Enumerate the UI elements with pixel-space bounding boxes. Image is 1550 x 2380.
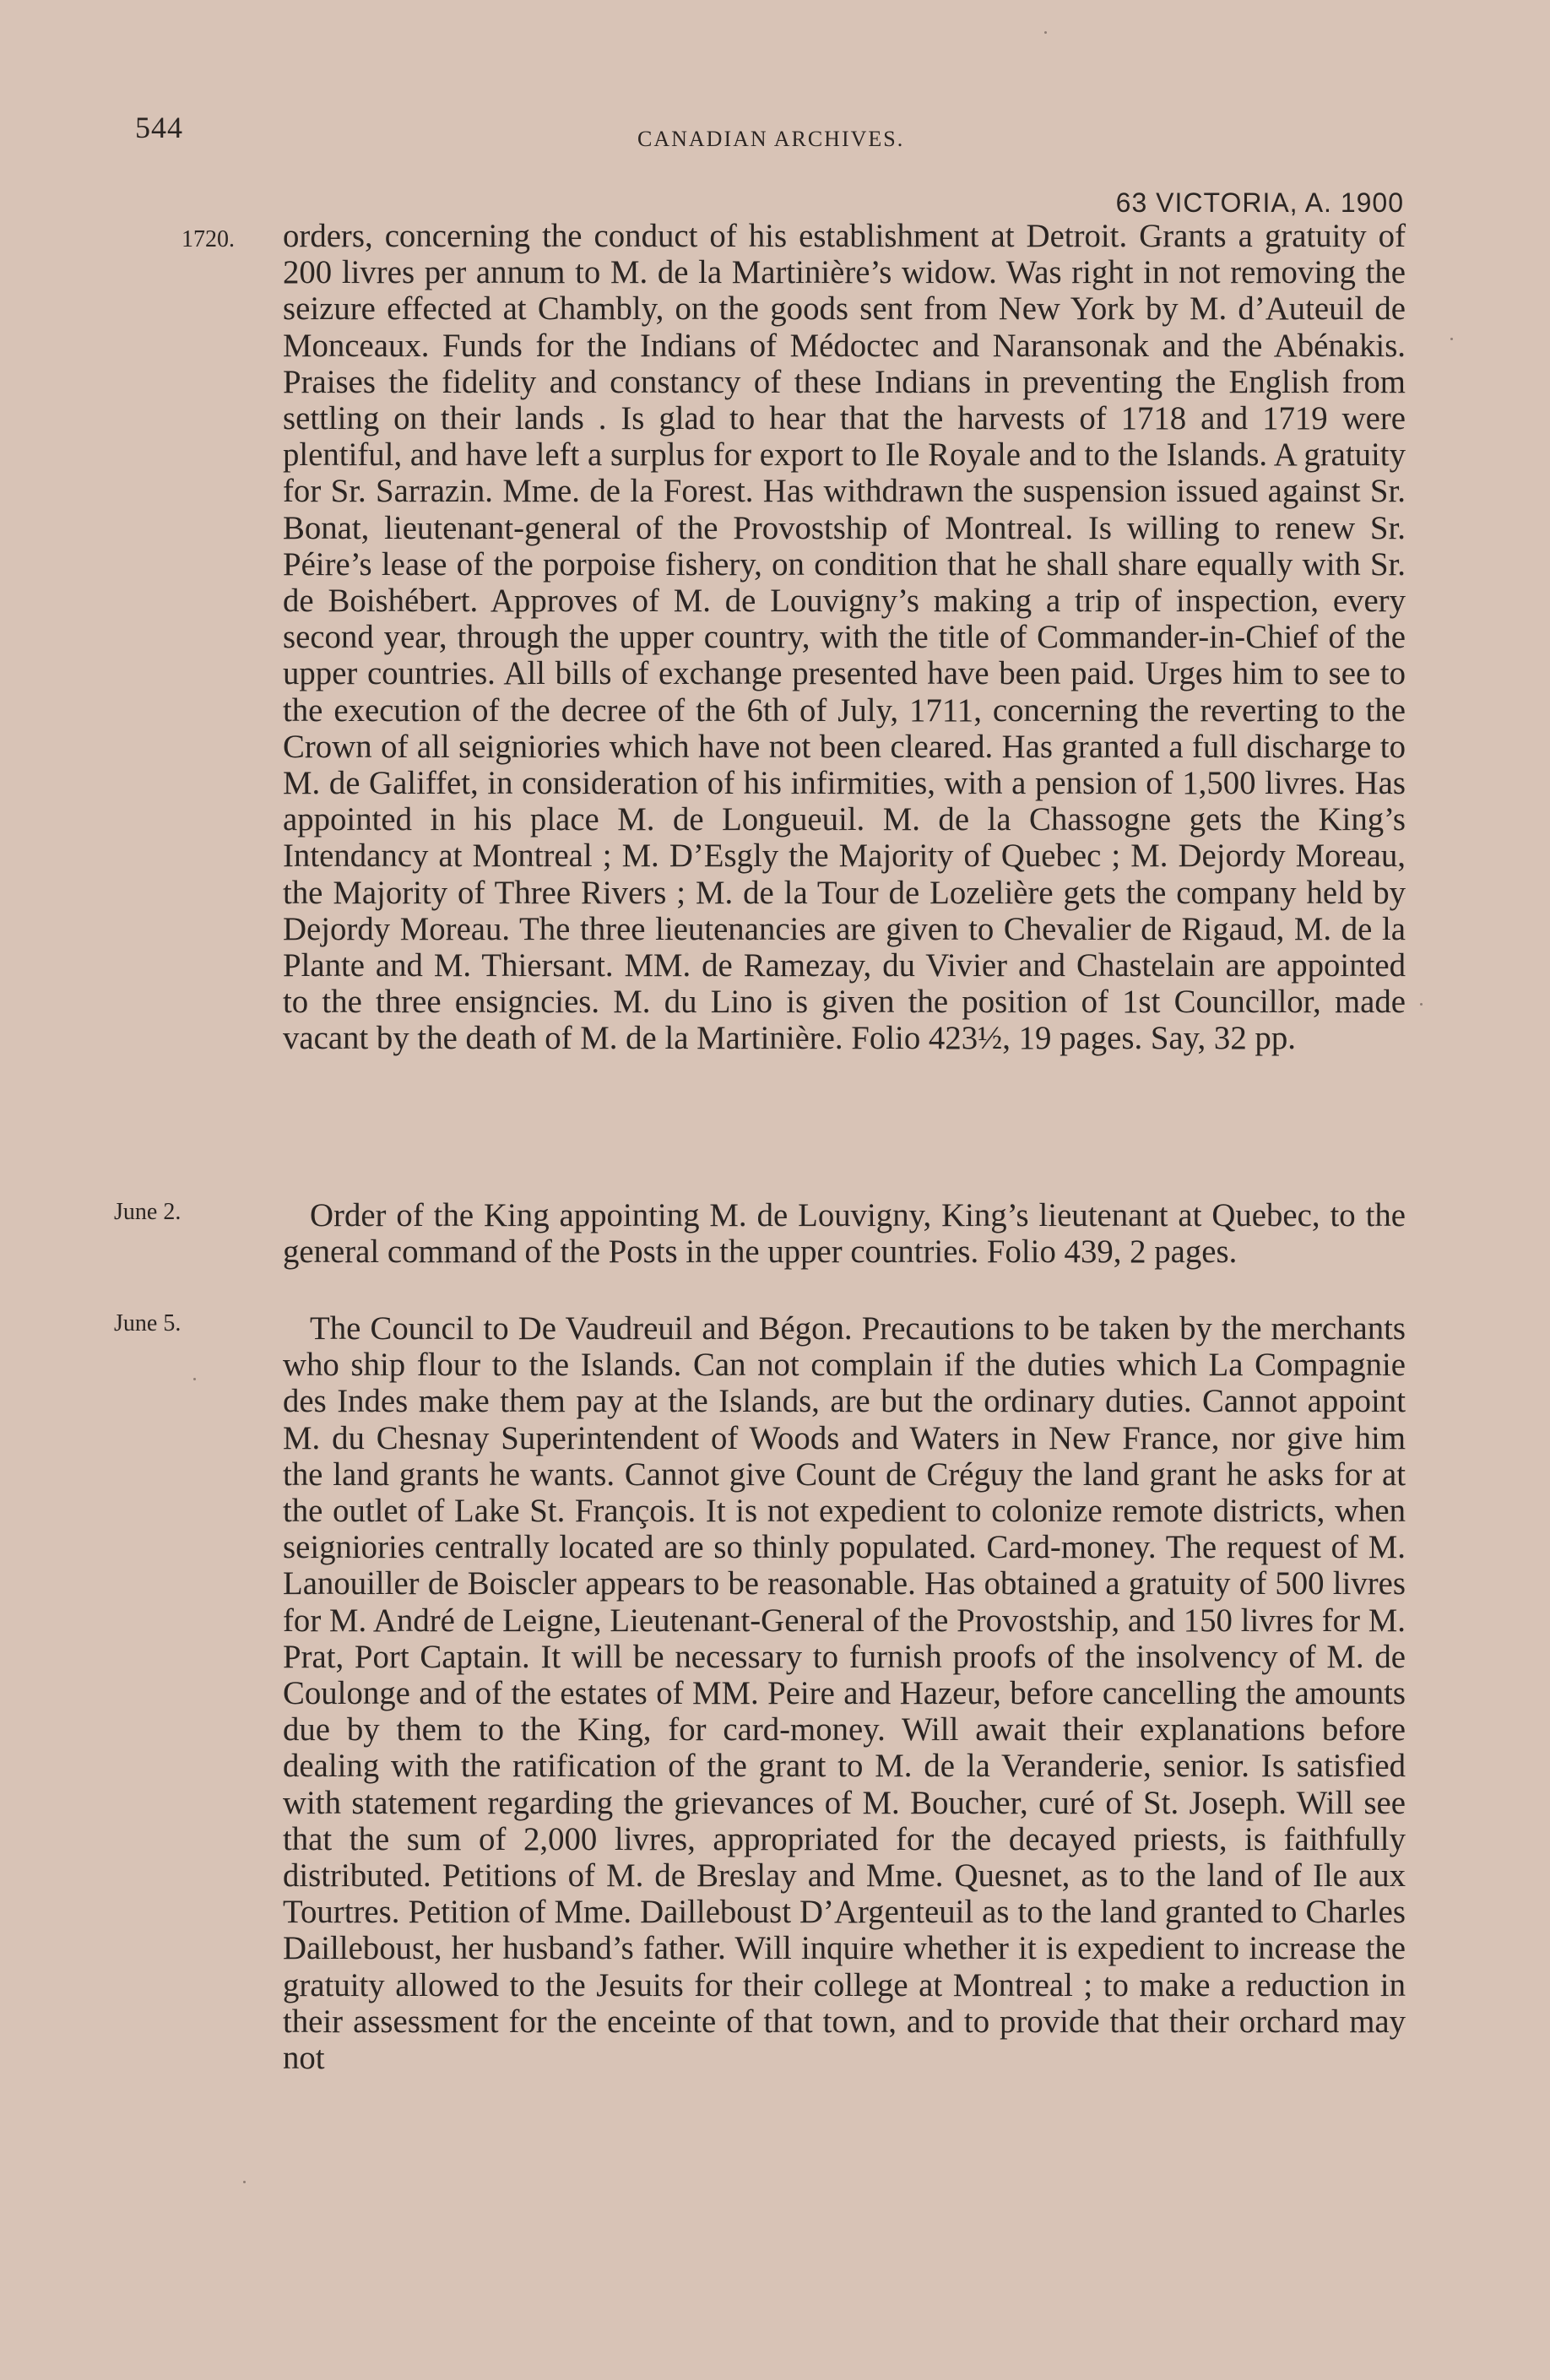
session-line: 63 VICTORIA, A. 1900 <box>1115 187 1404 218</box>
paper-speck <box>1044 31 1047 34</box>
entry-text-june-5: The Council to De Vaudreuil and Bégon. Precautions to be taken by the merchants who ship flour to the Islands. Can not complain if the duties which La Compagnie des Indes make them pay at the Islands, are but the ordinary duties. Cannot appoint M. du Chesnay Superintendent of Woods and Waters in New France, nor give him the land grants he wants. Cannot give Count de Créguy the land grant he asks for at the outlet of Lake St. François. It is not expedient to colonize remote districts, when seigniories centrally located are so thinly populated. Card-money. The request of M. Lanouiller de Boiscler appears to be reasonable. Has obtained a gratuity of 500 livres for M. André de Leigne, Lieutenant-General of the Provostship, and 150 livres for M. Prat, Port Captain. It will be necessary to furnish proofs of the insolvency of M. de Coulonge and of the estates of MM. Peire and Hazeur, before cancelling the amounts due by them to the King, for card-money. Will await their explanations before dealing with the ratification of the grant to M. de la Veranderie, senior. Is satisfied with statement regarding the grievances of M. Boucher, curé of St. Joseph. Will see that the sum of 2,000 livres, appropriated for the decayed priests, is faithfully distributed. Petitions of M. de Breslay and Mme. Quesnet, as to the land of Ile aux Tourtres. Petition of Mme. Dailleboust D’Argenteuil as to the land granted to Charles Dailleboust, her husband’s father. Will inquire whether it is expedient to increase the gratuity allowed to the Jesuits for their college at Montreal ; to make a reduction in their assessment for the enceinte of that town, and to provide that their orchard may not <box>283 1310 1406 2077</box>
margin-date-1720: 1720. <box>182 226 235 252</box>
paper-speck <box>1450 338 1453 340</box>
entry-text-june-2: Order of the King appointing M. de Louvigny, King’s lieutenant at Quebec, to the general command of the Posts in the upper countries. Folio 439, 2 pages. <box>283 1197 1406 1271</box>
page-number: 544 <box>135 111 183 144</box>
paper-speck <box>193 1378 196 1380</box>
paper-speck <box>243 2181 246 2183</box>
running-title: CANADIAN ARCHIVES. <box>637 127 905 151</box>
margin-date-june-5: June 5. <box>114 1310 182 1336</box>
paper-speck <box>1420 1003 1423 1006</box>
margin-date-june-2: June 2. <box>114 1199 182 1225</box>
entry-text-1720: orders, concerning the conduct of his establishment at Detroit. Grants a gratuity of 200 livres per annum to M. de la Martinière’s widow. Was right in not removing the seizure effected at Chambly, on the goods sent from New York by M. d’Auteuil de Monceaux. Funds for the Indians of Médoctec and Naransonak and the Abénakis. Praises the fidelity and constancy of these Indians in preventing the English from settling on their lands . Is glad to hear that the harvests of 1718 and 1719 were plentiful, and have left a surplus for export to Ile Royale and to the Islands. A gratuity for Sr. Sarrazin. Mme. de la Forest. Has withdrawn the suspension issued against Sr. Bonat, lieutenant-general of the Provostship of Montreal. Is willing to renew Sr. Péire’s lease of the porpoise fishery, on condition that he shall share equally with Sr. de Boishébert. Approves of M. de Louvigny’s making a trip of inspection, every second year, through the upper country, with the title of Commander-in-Chief of the upper countries. All bills of exchange presented have been paid. Urges him to see to the execution of the decree of the 6th of July, 1711, concerning the reverting to the Crown of all seigniories which have not been cleared. Has granted a full discharge to M. de Galiffet, in consideration of his infirmities, with a pension of 1,500 livres. Has appointed in his place M. de Longueuil. M. de la Chassogne gets the King’s Intendancy at Montreal ; M. D’Esgly the Majority of Quebec ; M. Dejordy Moreau, the Majority of Three Rivers ; M. de la Tour de Lozelière gets the company held by Dejordy Moreau. The three lieutenancies are given to Chevalier de Rigaud, M. de la Plante and M. Thiersant. MM. de Ramezay, du Vivier and Chastelain are appointed to the three ensigncies. M. du Lino is given the position of 1st Councillor, made vacant by the death of M. de la Martinière. Folio 423½, 19 pages. Say, 32 pp. <box>283 218 1406 1057</box>
